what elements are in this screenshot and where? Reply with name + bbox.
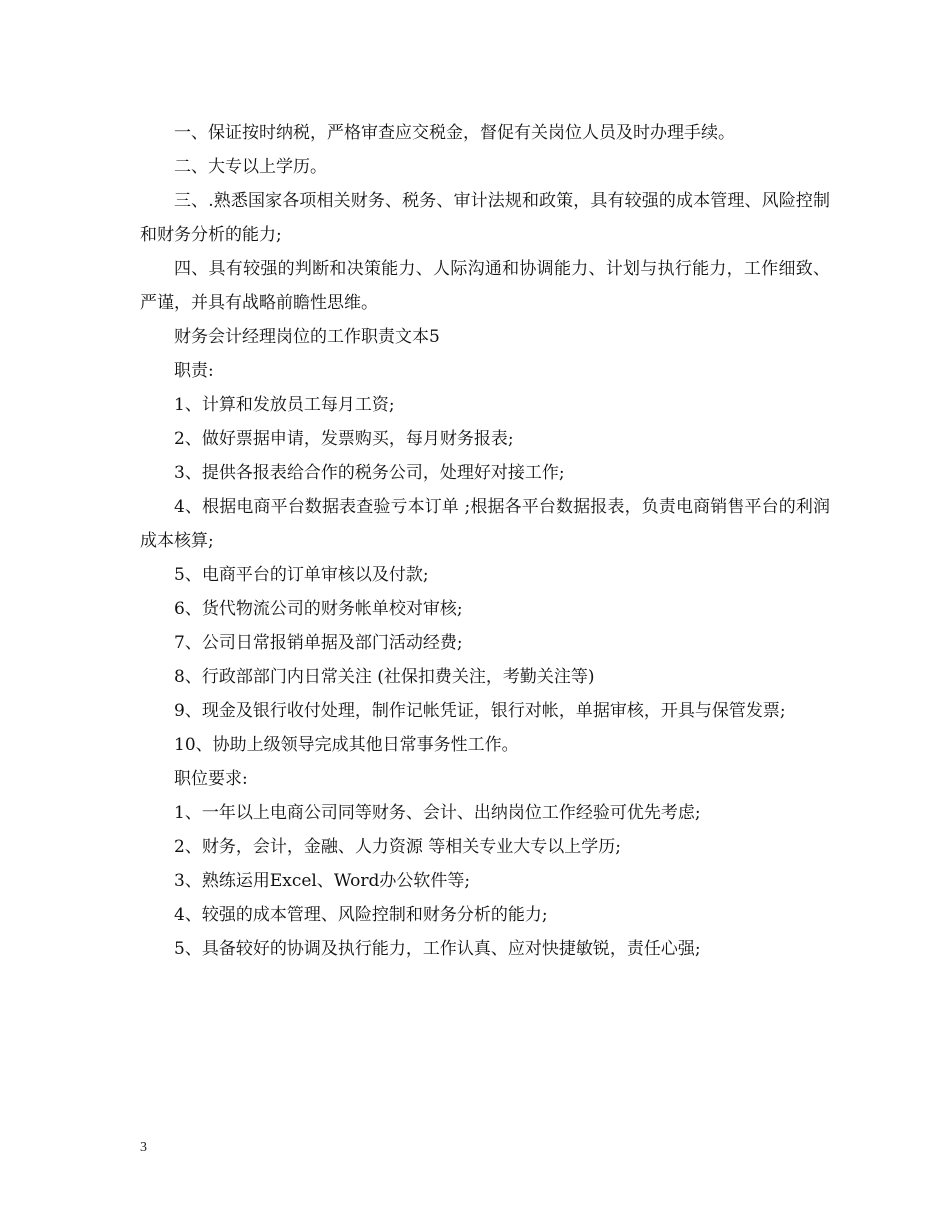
responsibility-item-5: 5、电商平台的订单审核以及付款; [174, 565, 429, 585]
requirement-item-5: 5、具备较好的协调及执行能力，工作认真、应对快捷敏锐，责任心强; [174, 939, 701, 959]
paragraph-education: 二、大专以上学历。 [174, 157, 327, 177]
responsibility-item-8: 8、行政部部门内日常关注 (社保扣费关注，考勤关注等) [174, 667, 595, 687]
requirement-item-1: 1、一年以上电商公司同等财务、会计、出纳岗位工作经验可优先考虑; [174, 803, 701, 823]
requirements-heading: 职位要求: [174, 769, 248, 789]
responsibility-item-6: 6、货代物流公司的财务帐单校对审核; [174, 599, 463, 619]
requirement-item-3: 3、熟练运用Excel、Word办公软件等; [174, 871, 471, 891]
requirement-item-4: 4、较强的成本管理、风险控制和财务分析的能力; [174, 905, 548, 925]
responsibility-item-9: 9、现金及银行收付处理，制作记帐凭证，银行对帐，单据审核，开具与保管发票; [174, 701, 786, 721]
responsibility-item-10: 10、协助上级领导完成其他日常事务性工作。 [174, 735, 519, 755]
responsibilities-heading: 职责: [174, 361, 214, 381]
responsibility-item-7: 7、公司日常报销单据及部门活动经费; [174, 633, 463, 653]
responsibility-item-3: 3、提供各报表给合作的税务公司，处理好对接工作; [174, 463, 565, 483]
responsibility-item-2: 2、做好票据申请，发票购买，每月财务报表; [174, 429, 514, 449]
paragraph-judgment-ability: 四、具有较强的判断和决策能力、人际沟通和协调能力、计划与执行能力，工作细致、严谨，并具有战略前瞻性思维。 [140, 259, 830, 313]
section-title: 财务会计经理岗位的工作职责文本5 [174, 327, 440, 347]
responsibility-item-4: 4、根据电商平台数据表查验亏本订单 ;根据各平台数据报表，负责电商销售平台的利润成本核算; [140, 497, 830, 551]
document-body [140, 116, 830, 966]
responsibility-item-1: 1、计算和发放员工每月工资; [174, 395, 395, 415]
paragraph-regulations-knowledge: 三、.熟悉国家各项相关财务、税务、审计法规和政策，具有较强的成本管理、风险控制和财务分析的能力; [140, 191, 830, 245]
paragraph-tax-compliance: 一、保证按时纳税，严格审查应交税金，督促有关岗位人员及时办理手续。 [174, 123, 735, 143]
page-number: 3 [140, 1140, 147, 1155]
requirement-item-2: 2、财务，会计，金融、人力资源 等相关专业大专以上学历; [174, 837, 621, 857]
